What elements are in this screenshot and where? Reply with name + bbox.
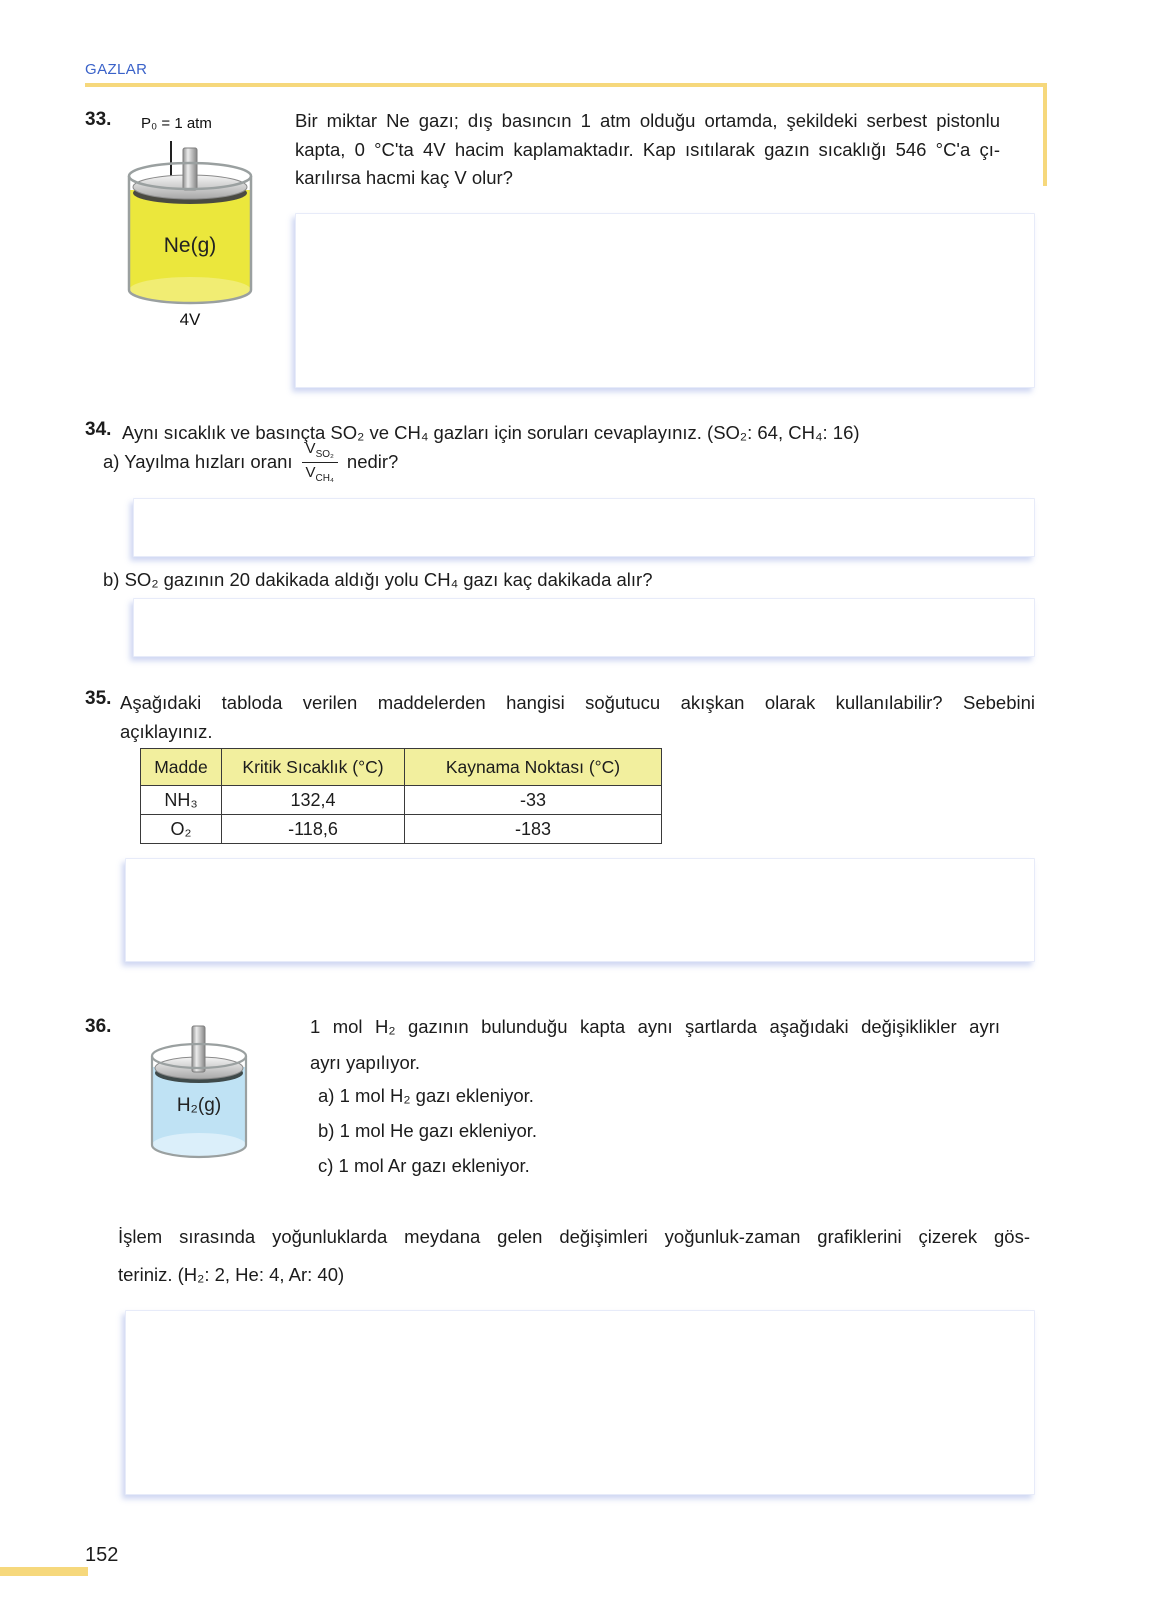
- chapter-title: GAZLAR: [85, 61, 148, 78]
- q33-volume-label: 4V: [179, 310, 201, 329]
- q36-item-b: b) 1 mol He gazı ekleniyor.: [318, 1120, 538, 1141]
- q33-text-line: karılırsa hacmi kaç V olur?: [295, 167, 513, 188]
- q34-intro: Aynı sıcaklık ve basınçta SO₂ ve CH₄ gazları için soruları cevaplayınız. (SO₂: 64, CH₄: 16): [122, 422, 860, 443]
- col-header-kaynama-noktasi: Kaynama Noktası (°C): [405, 749, 662, 786]
- q33-text-line: kapta, 0 °C'ta 4V hacim kaplamaktadır. Kap ısıtılarak gazın sıcaklığı 546 °C'a çı-: [295, 138, 1000, 160]
- cell-substance: O₂: [141, 815, 222, 844]
- q33-text-line: Bir miktar Ne gazı; dış basıncın 1 atm olduğu ortamda, şekildeki serbest pistonlu: [295, 110, 1000, 131]
- q34a-answer-box: [133, 498, 1035, 557]
- q36-item-c: c) 1 mol Ar gazı ekleniyor.: [318, 1155, 530, 1176]
- q35-text-line: Aşağıdaki tabloda verilen maddelerden hangisi soğutucu akışkan olarak kullanılabilir? Sebebini: [120, 692, 1035, 713]
- q36-closing-text: [118, 1218, 1030, 1294]
- q36-closing-line: teriniz. (H₂: 2, He: 4, Ar: 40): [118, 1264, 345, 1285]
- page-number: 152: [85, 1544, 119, 1566]
- q33-piston-cylinder-figure: [126, 146, 254, 310]
- page-frame-right-rule: [1043, 83, 1047, 186]
- q35-answer-box: [125, 858, 1035, 962]
- q33-text: [295, 107, 1000, 193]
- footer-accent-bar: [0, 1567, 88, 1576]
- q34-part-b: b) SO₂ gazının 20 dakikada aldığı yolu CH₄ gazı kaç dakikada alır?: [103, 569, 653, 590]
- fraction-denominator: $V_{CH_4}$: [305, 463, 334, 484]
- q36-piston-cylinder-figure: [149, 1025, 249, 1162]
- q33-gas-label: Ne(g): [163, 234, 217, 257]
- q36-gas-label: H₂(g): [176, 1095, 222, 1116]
- table-row: [141, 786, 662, 815]
- q36-text-line: 1 mol H₂ gazının bulunduğu kapta aynı şartlarda aşağıdaki değişiklikler ayrı: [310, 1016, 1000, 1037]
- q34-number: 34.: [85, 419, 112, 440]
- q33-number: 33.: [85, 109, 112, 130]
- q36-item-a: a) 1 mol H₂ gazı ekleniyor.: [318, 1085, 534, 1106]
- q34b-answer-box: [133, 598, 1035, 657]
- q35-number: 35.: [85, 688, 112, 709]
- q36-number: 36.: [85, 1016, 112, 1037]
- q36-text-line: ayrı yapılıyor.: [310, 1052, 421, 1073]
- q36-answer-box: [125, 1310, 1035, 1495]
- table-header-row: [141, 749, 662, 786]
- col-header-madde: Madde: [141, 749, 222, 786]
- cell-boiling-point: -183: [405, 815, 662, 844]
- diffusion-rate-fraction: [302, 440, 338, 484]
- q33-pressure-label: P₀ = 1 atm: [141, 115, 212, 132]
- cell-boiling-point: -33: [405, 786, 662, 815]
- q34-part-a: [103, 440, 398, 484]
- q35-text-line: açıklayınız.: [120, 721, 213, 742]
- critical-temperature-table: [140, 748, 662, 844]
- fraction-numerator: $V_{SO_2}$: [302, 440, 338, 463]
- col-header-kritik-sicaklik: Kritik Sıcaklık (°C): [222, 749, 405, 786]
- q34a-suffix: nedir?: [346, 451, 399, 472]
- q36-closing-line: İşlem sırasında yoğunluklarda meydana gelen değişimleri yoğunluk-zaman grafiklerini çizerek gös-: [118, 1226, 1030, 1247]
- cell-critical-temp: -118,6: [222, 815, 405, 844]
- cell-substance: NH₃: [141, 786, 222, 815]
- q33-answer-box: [295, 213, 1035, 388]
- table-row: [141, 815, 662, 844]
- q34a-prefix: a) Yayılma hızları oranı: [103, 451, 293, 472]
- q36-text: [310, 1009, 1000, 1081]
- header-rule: [85, 83, 1047, 87]
- q35-text: [120, 688, 1035, 746]
- cell-critical-temp: 132,4: [222, 786, 405, 815]
